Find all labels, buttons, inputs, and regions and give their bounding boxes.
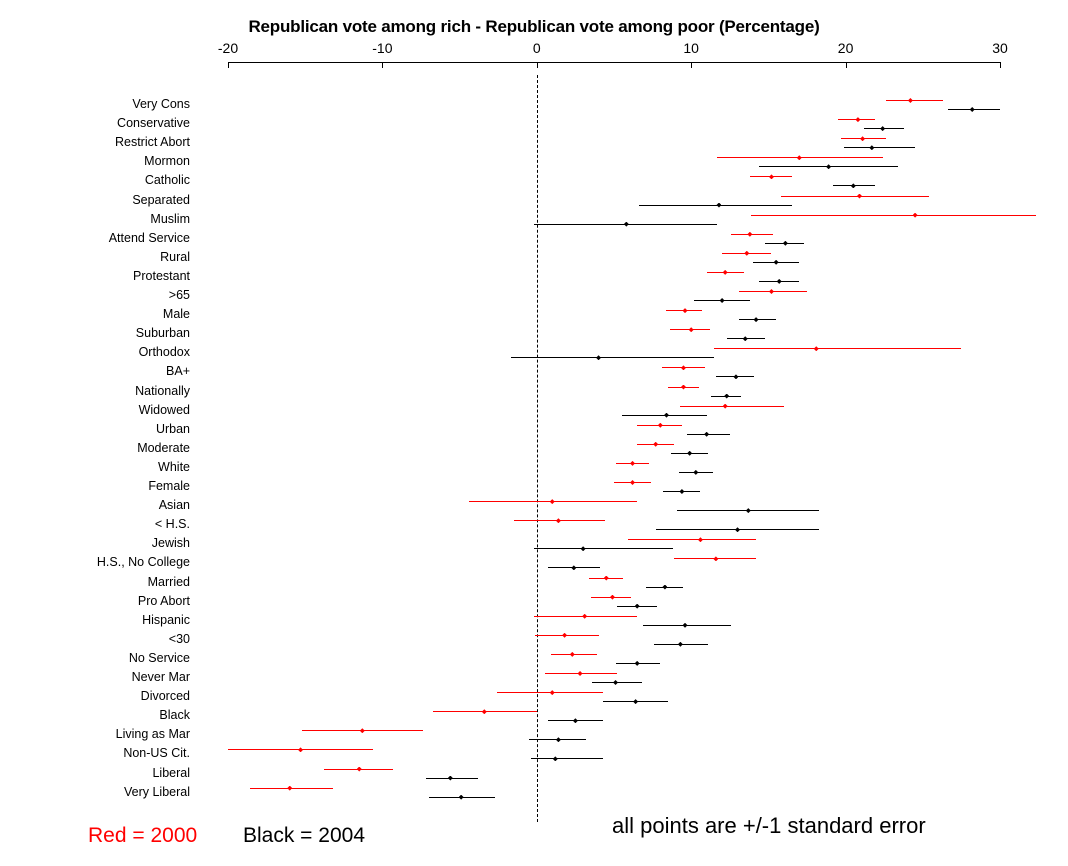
data-point-red: [482, 709, 487, 714]
data-point-red: [913, 213, 918, 218]
data-point-black: [581, 546, 586, 551]
data-point-red: [604, 576, 609, 581]
data-point-black: [733, 374, 738, 379]
data-point-black: [679, 489, 684, 494]
category-label: Rural: [160, 249, 190, 264]
category-label: Jewish: [151, 536, 190, 551]
data-point-red: [653, 442, 658, 447]
data-point-black: [880, 126, 885, 131]
category-label: Mormon: [144, 154, 190, 169]
data-point-red: [298, 747, 303, 752]
data-point-black: [869, 145, 874, 150]
category-label: Suburban: [135, 326, 190, 341]
data-point-black: [553, 756, 558, 761]
data-point-red: [630, 480, 635, 485]
category-label: >65: [168, 288, 190, 302]
category-label: Hispanic: [142, 612, 190, 627]
category-label: Separated: [132, 192, 190, 207]
data-point-black: [704, 432, 709, 437]
data-point-red: [797, 155, 802, 160]
data-point-red: [713, 556, 718, 561]
data-point-black: [678, 642, 683, 647]
category-label: Liberal: [152, 765, 190, 780]
category-label: Black: [159, 708, 190, 723]
data-point-black: [777, 279, 782, 284]
category-label: <30: [168, 631, 190, 646]
error-bar-red: [714, 348, 961, 349]
data-point-black: [716, 203, 721, 208]
category-label: Catholic: [144, 173, 190, 188]
data-point-red: [814, 346, 819, 351]
error-bar-red: [886, 100, 943, 101]
data-point-black: [735, 527, 740, 532]
data-point-red: [550, 499, 555, 504]
data-point-black: [970, 107, 975, 112]
category-label: Never Mar: [131, 670, 190, 684]
category-label: Married: [147, 574, 190, 589]
data-point-red: [723, 404, 728, 409]
data-point-red: [550, 690, 555, 695]
category-label: Male: [162, 307, 190, 322]
error-bar-red: [628, 539, 756, 540]
data-point-black: [664, 413, 669, 418]
category-label: Female: [148, 479, 190, 493]
data-point-black: [596, 355, 601, 360]
data-point-black: [746, 508, 751, 513]
data-point-red: [630, 461, 635, 466]
data-point-black: [774, 260, 779, 265]
data-point-red: [582, 614, 587, 619]
error-bar-black: [531, 758, 604, 759]
x-axis-tick-label: -10: [372, 40, 393, 56]
data-point-black: [635, 604, 640, 609]
data-point-red: [769, 289, 774, 294]
zero-reference-line: [537, 75, 538, 822]
data-point-red: [556, 518, 561, 523]
data-point-black: [571, 565, 576, 570]
category-label: Very Liberal: [123, 784, 190, 799]
x-axis-tick: [228, 62, 229, 68]
x-axis-tick-label: 0: [532, 40, 541, 56]
error-bar-black: [511, 357, 715, 358]
standard-error-note: all points are +/-1 standard error: [612, 813, 926, 838]
x-axis-tick: [382, 62, 383, 68]
data-point-black: [624, 222, 629, 227]
data-point-black: [826, 164, 831, 169]
x-axis-tick: [846, 62, 847, 68]
data-point-red: [578, 671, 583, 676]
data-point-black: [459, 795, 464, 800]
category-label: Muslim: [150, 211, 190, 226]
data-point-black: [633, 699, 638, 704]
category-label: Non-US Cit.: [123, 746, 190, 761]
category-label: Orthodox: [138, 345, 190, 360]
x-axis-tick-label: 20: [837, 40, 854, 56]
category-label: Divorced: [140, 689, 190, 704]
error-bar-red: [781, 196, 929, 197]
data-point-black: [693, 470, 698, 475]
data-point-red: [855, 117, 860, 122]
data-point-black: [448, 776, 453, 781]
category-label: Living as Mar: [115, 727, 190, 742]
category-label: Pro Abort: [137, 593, 190, 608]
category-label: BA+: [166, 364, 190, 379]
data-point-red: [681, 385, 686, 390]
data-point-black: [743, 336, 748, 341]
category-label: Attend Service: [108, 230, 190, 245]
legend-entry-2000: Red = 2000: [88, 824, 198, 847]
category-label: White: [158, 459, 190, 474]
data-point-red: [723, 270, 728, 275]
data-point-black: [720, 298, 725, 303]
category-label: Protestant: [133, 268, 190, 283]
x-axis-tick-label: -20: [217, 40, 239, 56]
error-bar-black: [639, 205, 792, 206]
category-label: No Service: [128, 650, 190, 665]
data-point-red: [860, 136, 865, 141]
data-point-black: [724, 394, 729, 399]
category-label: < H.S.: [154, 517, 190, 532]
data-point-black: [662, 585, 667, 590]
data-point-red: [689, 327, 694, 332]
category-label: H.S., No College: [96, 555, 190, 570]
data-point-red: [357, 767, 362, 772]
error-bar-black: [844, 147, 915, 148]
category-label: Urban: [155, 421, 190, 436]
category-label: Widowed: [138, 402, 190, 417]
x-axis-tick: [1000, 62, 1001, 68]
data-point-red: [562, 633, 567, 638]
data-point-red: [610, 595, 615, 600]
data-point-black: [851, 183, 856, 188]
data-point-red: [698, 537, 703, 542]
category-label: Very Cons: [132, 97, 190, 111]
data-point-red: [747, 232, 752, 237]
category-label: Restrict Abort: [114, 135, 190, 150]
data-point-black: [687, 451, 692, 456]
x-axis-tick-label: 30: [992, 40, 1008, 56]
data-point-black: [754, 317, 759, 322]
category-label: Conservative: [117, 116, 190, 131]
chart-title: Republican vote among rich - Republican vote among poor (Percentage): [248, 17, 820, 36]
data-point-red: [857, 194, 862, 199]
data-point-red: [744, 251, 749, 256]
x-axis-tick: [537, 62, 538, 68]
legend-entry-2004: Black = 2004: [243, 824, 366, 847]
error-bar-red: [680, 406, 783, 407]
data-point-red: [683, 308, 688, 313]
error-bar-red: [751, 215, 1035, 216]
x-axis-tick: [691, 62, 692, 68]
x-axis-tick-label: 10: [683, 40, 699, 56]
data-point-red: [769, 174, 774, 179]
data-point-red: [681, 365, 686, 370]
data-point-black: [783, 241, 788, 246]
data-point-black: [613, 680, 618, 685]
data-point-black: [635, 661, 640, 666]
error-bar-black: [534, 548, 673, 549]
data-point-red: [287, 786, 292, 791]
data-point-red: [360, 728, 365, 733]
x-axis-line: [228, 62, 1000, 63]
data-point-red: [570, 652, 575, 657]
data-point-red: [908, 98, 913, 103]
category-label: Nationally: [135, 383, 190, 398]
data-point-red: [658, 423, 663, 428]
data-point-black: [573, 718, 578, 723]
category-label: Moderate: [137, 440, 190, 455]
data-point-black: [683, 623, 688, 628]
data-point-black: [556, 737, 561, 742]
category-label: Asian: [158, 498, 190, 513]
